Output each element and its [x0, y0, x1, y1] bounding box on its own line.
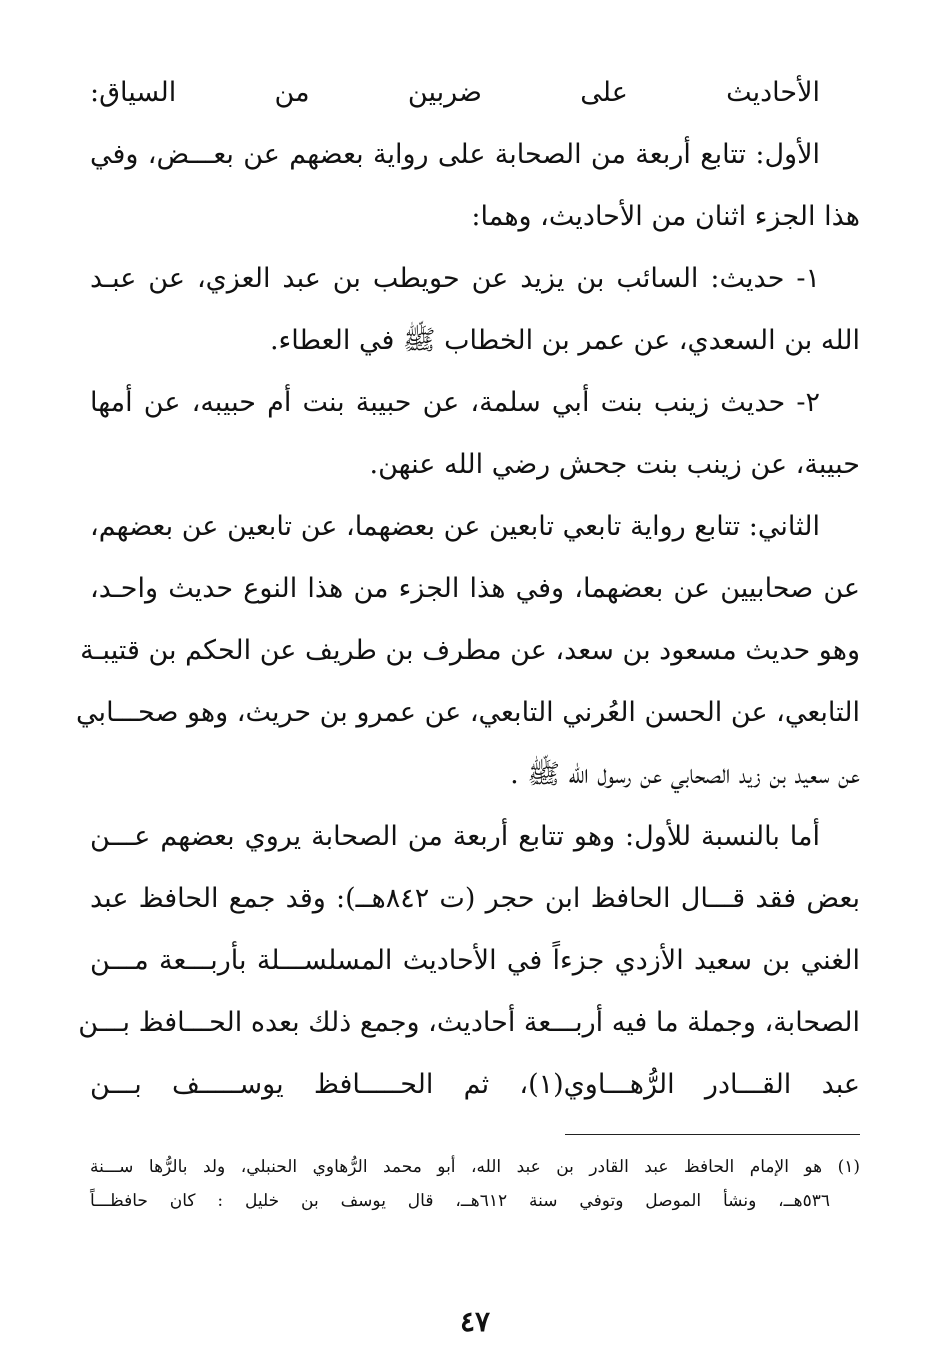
text-line: التابعي، عن الحسن العُرني التابعي، عن عمرو بن حريث، وهو صحـــابي [76, 697, 860, 728]
text-line: بعض فقد قـــال الحافظ ابن حجر (ت ٨٤٢هــ): وقد جمع الحافظ عبد [90, 883, 860, 914]
text-line: الأحاديث على ضربين من السياق: [90, 77, 820, 108]
text-line: الله بن السعدي، عن عمر بن الخطاب ﷺ في العطاء. [269, 325, 860, 356]
footnotes [90, 1150, 860, 1218]
text-line: حبيبة، عن زينب بنت جحش رضي الله عنهن. [369, 449, 860, 480]
main-text [76, 62, 860, 1116]
footnote-separator [565, 1134, 860, 1135]
text-line: ١- حديث: السائب بن يزيد عن حويطب بن عبد العزي، عن عبـد [90, 263, 820, 294]
text-line: عبد القـــادر الرُّهـــاوي(١)، ثم الحـــــافظ يوســـــف بـــن [90, 1069, 860, 1100]
text-line: عن صحابيين عن بعضهما، وفي هذا الجزء من هذا النوع حديث واحـد، [90, 573, 860, 604]
text-line: الصحابة، وجملة ما فيه أربـــعة أحاديث، وجمع ذلك بعده الحـــافظ بـــن [78, 1007, 860, 1038]
text-line: الثاني: تتابع رواية تابعي تابعين عن بعضهما، عن تابعين عن بعضهم، [90, 511, 820, 542]
page-number: ٤٧ [459, 1305, 491, 1338]
footnote-line: ٥٣٦هــ، ونشأ الموصل وتوفي سنة ٦١٢هــ، قال يوسف بن خليل : كان حافظـــاً [90, 1191, 830, 1211]
text-line: الأول: تتابع أربعة من الصحابة على رواية بعضهم عن بعـــض، وفي [90, 139, 820, 170]
text-line: هذا الجزء اثنان من الأحاديث، وهما: [471, 201, 860, 232]
text-line: الغني بن سعيد الأزدي جزءاً في الأحاديث المسلســـلة بأربـــعة مـــن [90, 945, 860, 976]
text-line: عن سعيد بن زيد الصحابي عن رسول الله ﷺ . [510, 759, 860, 790]
text-line: أما بالنسبة للأول: وهو تتابع أربعة من الصحابة يروي بعضهم عـــن [90, 821, 820, 852]
footnote-line: (١) هو الإمام الحافظ عبد القادر بن عبد الله، أبو محمد الرُّهاوي الحنبلي، ولد بالرُّها ســـنة [90, 1157, 860, 1177]
text-line: ٢- حديث زينب بنت أبي سلمة، عن حبيبة بنت أم حبيبه، عن أمها [90, 387, 820, 418]
text-line: وهو حديث مسعود بن سعد، عن مطرف بن طريف عن الحكم بن قتيبـة [80, 635, 860, 666]
